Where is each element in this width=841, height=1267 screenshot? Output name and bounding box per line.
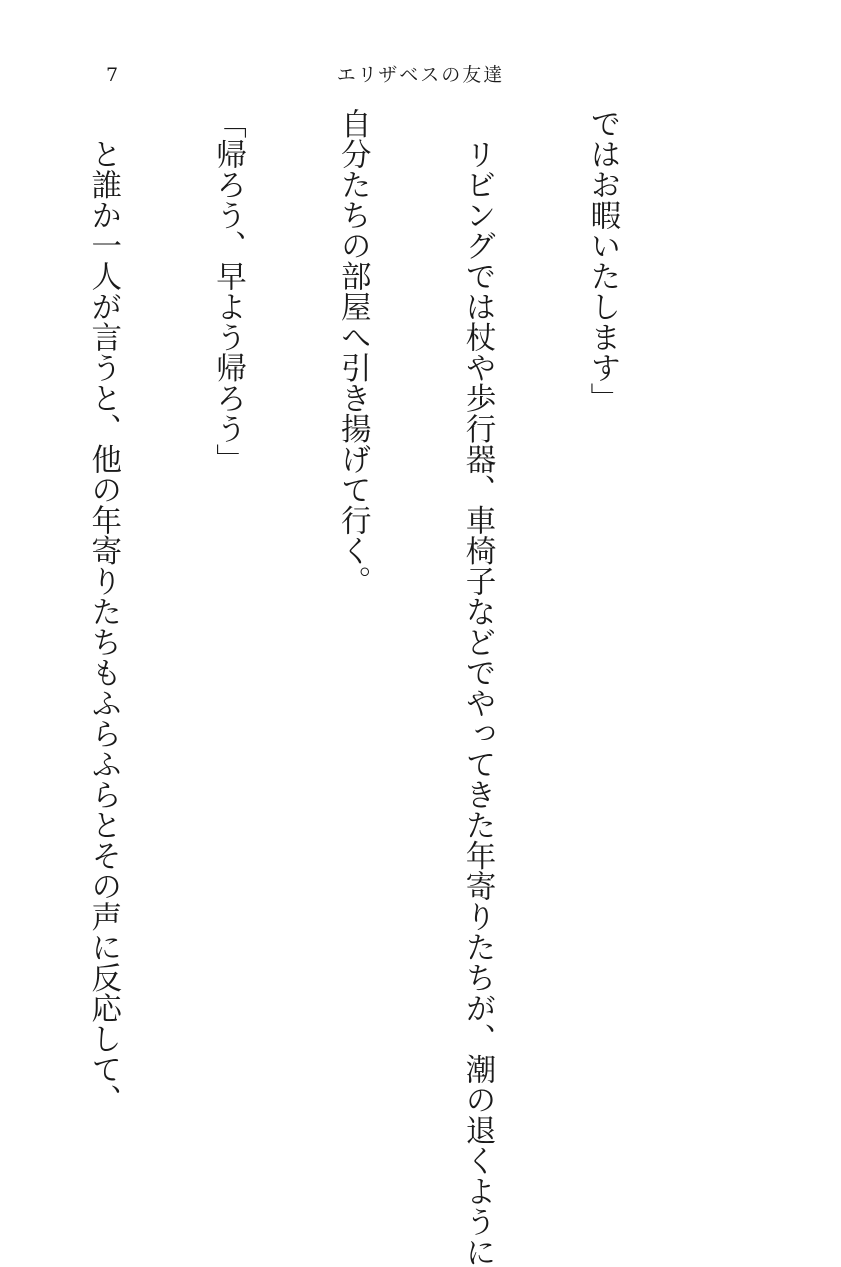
body-text (85, 108, 706, 1267)
text-line: ではお暇いたします」 (584, 108, 620, 413)
text-line: と誰か一人が言うと、他の年寄りたちもふらふらとその声に反応して、 (85, 108, 121, 1115)
page-number: 7 (106, 64, 119, 86)
text-line: リビングでは杖や歩行器、車椅子などでやってきた年寄りたちが、潮の退くように (460, 108, 496, 1267)
text-line: 自分たちの部屋へ引き揚げて行く。 (335, 108, 371, 596)
text-line: 「帰ろう、早よう帰ろう」 (210, 108, 246, 474)
running-title: エリザベスの友達 (336, 64, 505, 86)
